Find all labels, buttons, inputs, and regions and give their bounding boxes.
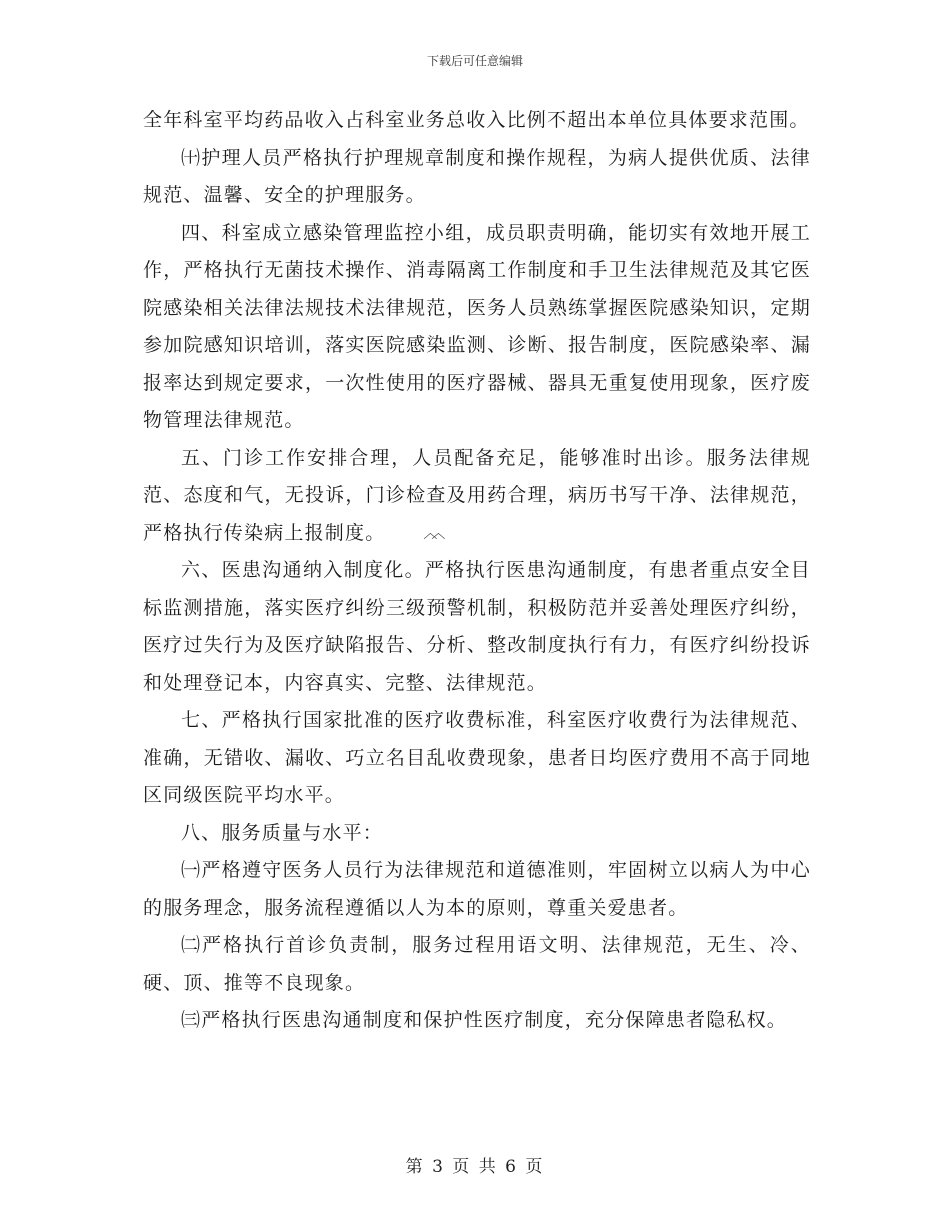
paragraph-2: ㈩护理人员严格执行护理规章制度和操作规程，为病人提供优质、法律规范、温馨、安全的护理服务。 [143, 146, 811, 206]
page-number: 第 3 页 共 6 页 [405, 1157, 545, 1177]
document-body [143, 102, 811, 1040]
paragraph-3: 四、科室成立感染管理监控小组，成员职责明确，能切实有效地开展工作，严格执行无菌技术操作、消毒隔离工作制度和手卫生法律规范及其它医院感染相关法律法规技术法律规范，医务人员熟练掌握医院感染知识，定期参加院感知识培训，落实医院感染监测、诊断、报告制度，医院感染率、漏报率达到规定要求，一次性使用的医疗器械、器具无重复使用现象，医疗废物管理法律规范。 [143, 221, 811, 431]
paragraph-9: ㈡严格执行首诊负责制，服务过程用语文明、法律规范，无生、冷、硬、顶、推等不良现象。 [143, 934, 811, 994]
paragraph-6: 七、严格执行国家批准的医疗收费标准，科室医疗收费行为法律规范、准确，无错收、漏收、巧立名目乱收费现象，患者日均医疗费用不高于同地区同级医院平均水平。 [143, 709, 811, 806]
paragraph-1: 全年科室平均药品收入占科室业务总收入比例不超出本单位具体要求范围。 [143, 109, 810, 131]
double-chevron-up-icon: ︿︿ [423, 525, 440, 542]
paragraph-10: ㈢严格执行医患沟通制度和保护性医疗制度，充分保障患者隐私权。 [181, 1009, 788, 1031]
paragraph-8: ㈠严格遵守医务人员行为法律规范和道德准则，牢固树立以病人为中心的服务理念，服务流程遵循以人为本的原则，尊重关爱患者。 [143, 859, 811, 919]
paragraph-4 [143, 440, 811, 553]
page-header: 下载后可任意编辑 [426, 54, 523, 68]
paragraph-5: 六、医患沟通纳入制度化。严格执行医患沟通制度，有患者重点安全目标监测措施，落实医疗纠纷三级预警机制，积极防范并妥善处理医疗纠纷，医疗过失行为及医疗缺陷报告、分析、整改制度执行有力，有医疗纠纷投诉和处理登记本，内容真实、完整、法律规范。 [143, 559, 811, 694]
paragraph-7: 八、服务质量与水平： [181, 821, 384, 844]
paragraph-4-text: 五、门诊工作安排合理，人员配备充足，能够准时出诊。服务法律规范、态度和气，无投诉，门诊检查及用药合理，病历书写干净、法律规范，严格执行传染病上报制度。 [143, 446, 811, 544]
